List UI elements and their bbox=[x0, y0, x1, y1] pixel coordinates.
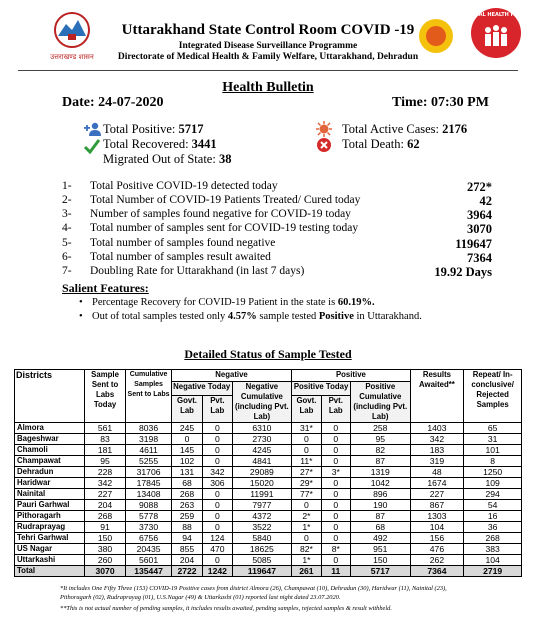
table-cell: 260 bbox=[84, 555, 125, 566]
table-cell: 95 bbox=[84, 456, 125, 467]
table-row bbox=[15, 445, 522, 456]
table-cell: 867 bbox=[410, 500, 464, 511]
table-cell: 0 bbox=[321, 456, 350, 467]
table-cell: 0 bbox=[292, 445, 321, 456]
table-cell: 1674 bbox=[410, 478, 464, 489]
table-cell: 0 bbox=[203, 511, 232, 522]
table-cell: 8* bbox=[321, 544, 350, 555]
table-cell: 492 bbox=[350, 533, 410, 544]
table-cell: 306 bbox=[203, 478, 232, 489]
table-cell: 4245 bbox=[232, 445, 292, 456]
table-cell: 204 bbox=[84, 500, 125, 511]
active-cases-stat: Total Active Cases: 2176 bbox=[342, 122, 468, 136]
table-cell: 3070 bbox=[84, 566, 125, 577]
table-cell: 227 bbox=[84, 489, 125, 500]
table-heading: Detailed Status of Sample Tested bbox=[184, 347, 352, 361]
table-cell: 268 bbox=[464, 533, 522, 544]
table-cell: 31706 bbox=[126, 467, 172, 478]
table-cell: 131 bbox=[171, 467, 202, 478]
col-header-pvt-lab: Pvt. Lab bbox=[203, 396, 232, 423]
table-cell: 13408 bbox=[126, 489, 172, 500]
table-cell: 18625 bbox=[232, 544, 292, 555]
table-cell: 2719 bbox=[464, 566, 522, 577]
col-header-positive: Positive bbox=[292, 370, 410, 382]
table-cell: 87 bbox=[350, 456, 410, 467]
table-cell: 4841 bbox=[232, 456, 292, 467]
table-cell: 2* bbox=[292, 511, 321, 522]
table-cell: 380 bbox=[84, 544, 125, 555]
header bbox=[0, 0, 536, 70]
table-cell: 36 bbox=[464, 522, 522, 533]
table-cell: 0 bbox=[203, 445, 232, 456]
table-cell: 1250 bbox=[464, 467, 522, 478]
table-cell: 77* bbox=[292, 489, 321, 500]
district-name-cell: Almora bbox=[15, 423, 85, 434]
table-cell: 476 bbox=[410, 544, 464, 555]
table-cell: 0 bbox=[292, 500, 321, 511]
salient-features-heading: Salient Features: bbox=[62, 281, 149, 295]
table-cell: 0 bbox=[321, 478, 350, 489]
table-cell: 1042 bbox=[350, 478, 410, 489]
table-total-row bbox=[15, 566, 522, 577]
table-cell: 259 bbox=[171, 511, 202, 522]
table-cell: 183 bbox=[410, 445, 464, 456]
table-cell: 11* bbox=[292, 456, 321, 467]
national-health-mission-logo bbox=[418, 6, 535, 60]
table-cell: 82 bbox=[350, 445, 410, 456]
col-header-results-awaited: Results Awaited** bbox=[410, 370, 464, 423]
district-name-cell: Dehradun bbox=[15, 467, 85, 478]
table-cell: 0 bbox=[203, 423, 232, 434]
uttarakhand-emblem-logo bbox=[42, 8, 102, 64]
table-cell: 228 bbox=[84, 467, 125, 478]
table-cell: 119647 bbox=[232, 566, 292, 577]
table-cell: 48 bbox=[410, 467, 464, 478]
table-cell: 204 bbox=[171, 555, 202, 566]
table-row bbox=[15, 489, 522, 500]
table-cell: 561 bbox=[84, 423, 125, 434]
table-cell: 65 bbox=[464, 423, 522, 434]
table-cell: 4372 bbox=[232, 511, 292, 522]
table-cell: 1319 bbox=[350, 467, 410, 478]
bulletin-time: Time: 07:30 PM bbox=[392, 95, 489, 110]
col-header-districts: Districts bbox=[15, 370, 85, 423]
table-cell: 855 bbox=[171, 544, 202, 555]
bulletin-date: Date: 24-07-2020 bbox=[62, 95, 164, 110]
salient-bullet-recovery: • Percentage Recovery for COVID-19 Patient in the state is 60.19%. bbox=[92, 297, 375, 308]
bulletin-heading: Health Bulletin bbox=[222, 80, 314, 95]
table-cell: 87 bbox=[350, 511, 410, 522]
table-cell: 3* bbox=[321, 467, 350, 478]
virus-icon bbox=[316, 121, 332, 137]
table-cell: 261 bbox=[292, 566, 321, 577]
district-name-cell: Tehri Garhwal bbox=[15, 533, 85, 544]
col-header-cumulative: Cumulative Samples Sent to Labs bbox=[126, 370, 172, 423]
table-cell: 1403 bbox=[410, 423, 464, 434]
table-cell: 20435 bbox=[126, 544, 172, 555]
table-cell: 150 bbox=[350, 555, 410, 566]
salient-bullet-positivity: • Out of total samples tested only 4.57% sample tested Positive in Uttarakhand. bbox=[92, 311, 422, 322]
table-cell: 0 bbox=[321, 445, 350, 456]
table-cell: 319 bbox=[410, 456, 464, 467]
table-cell: 145 bbox=[171, 445, 202, 456]
table-cell: 227 bbox=[410, 489, 464, 500]
table-cell: 0 bbox=[203, 500, 232, 511]
table-cell: 104 bbox=[410, 522, 464, 533]
table-cell: 3522 bbox=[232, 522, 292, 533]
table-cell: 150 bbox=[84, 533, 125, 544]
table-cell: 7364 bbox=[410, 566, 464, 577]
table-cell: 5601 bbox=[126, 555, 172, 566]
district-name-cell: Haridwar bbox=[15, 478, 85, 489]
table-cell: 31* bbox=[292, 423, 321, 434]
table-cell: 190 bbox=[350, 500, 410, 511]
table-cell: 4611 bbox=[126, 445, 172, 456]
table-cell: 0 bbox=[321, 555, 350, 566]
table-cell: 15020 bbox=[232, 478, 292, 489]
table-cell: 5717 bbox=[350, 566, 410, 577]
list-item: 5- Total number of samples found negative 119647 bbox=[62, 237, 492, 251]
table-cell: 342 bbox=[84, 478, 125, 489]
list-item: 4- Total number of samples sent for COVID-19 testing today 3070 bbox=[62, 222, 492, 236]
district-name-cell: Pithoragarh bbox=[15, 511, 85, 522]
sample-status-table bbox=[14, 369, 522, 577]
table-cell: 29089 bbox=[232, 467, 292, 478]
col-header-negative: Negative bbox=[171, 370, 291, 382]
table-cell: 470 bbox=[203, 544, 232, 555]
table-cell: 3730 bbox=[126, 522, 172, 533]
district-name-cell: Total bbox=[15, 566, 85, 577]
table-cell: 0 bbox=[203, 522, 232, 533]
table-cell: 0 bbox=[321, 489, 350, 500]
col-header-govt-lab: Govt. Lab bbox=[171, 396, 202, 423]
table-cell: 29* bbox=[292, 478, 321, 489]
table-cell: 124 bbox=[203, 533, 232, 544]
table-row bbox=[15, 500, 522, 511]
table-cell: 0 bbox=[203, 489, 232, 500]
footnote-3: **This is not actual number of pending samples, it includes results awaited, pending samples, rejected samples & result withheld. bbox=[60, 605, 392, 612]
table-cell: 54 bbox=[464, 500, 522, 511]
table-cell: 101 bbox=[464, 445, 522, 456]
table-cell: 383 bbox=[464, 544, 522, 555]
table-cell: 95 bbox=[350, 434, 410, 445]
table-cell: 91 bbox=[84, 522, 125, 533]
col-header-repeat: Repeat/ In-conclusive/ Rejected Samples bbox=[464, 370, 522, 423]
col-header-negative-cumulative: Negative Cumulative (including Pvt. Lab) bbox=[232, 382, 292, 423]
total-death-stat: Total Death: 62 bbox=[342, 137, 420, 151]
page-subtitle-directorate: Directorate of Medical Health & Family Welfare, Uttarakhand, Dehradun bbox=[117, 52, 419, 62]
table-body bbox=[15, 423, 522, 577]
table-row bbox=[15, 522, 522, 533]
table-cell: 17845 bbox=[126, 478, 172, 489]
table-row bbox=[15, 456, 522, 467]
table-cell: 88 bbox=[171, 522, 202, 533]
table-row bbox=[15, 544, 522, 555]
table-row bbox=[15, 511, 522, 522]
table-cell: 294 bbox=[464, 489, 522, 500]
table-cell: 102 bbox=[171, 456, 202, 467]
list-item: 6- Total number of samples result awaited 7364 bbox=[62, 251, 492, 265]
table-cell: 9088 bbox=[126, 500, 172, 511]
table-cell: 5778 bbox=[126, 511, 172, 522]
table-cell: 0 bbox=[321, 522, 350, 533]
table-row bbox=[15, 434, 522, 445]
migrated-stat: Migrated Out of State: 38 bbox=[103, 152, 232, 166]
table-cell: 342 bbox=[410, 434, 464, 445]
table-row bbox=[15, 533, 522, 544]
district-name-cell: US Nagar bbox=[15, 544, 85, 555]
table-cell: 6310 bbox=[232, 423, 292, 434]
table-cell: 0 bbox=[321, 533, 350, 544]
table-cell: 135447 bbox=[126, 566, 172, 577]
table-cell: 262 bbox=[410, 555, 464, 566]
table-cell: 83 bbox=[84, 434, 125, 445]
table-row bbox=[15, 555, 522, 566]
district-name-cell: Bageshwar bbox=[15, 434, 85, 445]
district-name-cell: Champawat bbox=[15, 456, 85, 467]
table-cell: 0 bbox=[321, 423, 350, 434]
table-cell: 0 bbox=[171, 434, 202, 445]
page-subtitle-programme: Integrated Disease Surveillance Programme bbox=[178, 41, 358, 51]
table-row bbox=[15, 423, 522, 434]
col-header-govt-lab: Govt. Lab bbox=[292, 396, 321, 423]
nhm-logo-text: NATIONAL HEALTH MISSION bbox=[457, 12, 535, 18]
table-cell: 342 bbox=[203, 467, 232, 478]
page-title: Uttarakhand State Control Room COVID -19 bbox=[121, 22, 415, 38]
table-cell: 0 bbox=[203, 456, 232, 467]
district-name-cell: Uttarkashi bbox=[15, 555, 85, 566]
list-item: 3- Number of samples found negative for COVID-19 today 3964 bbox=[62, 208, 492, 222]
table-cell: 0 bbox=[292, 533, 321, 544]
col-header-pvt-lab: Pvt. Lab bbox=[321, 396, 350, 423]
table-cell: 31 bbox=[464, 434, 522, 445]
table-cell: 11 bbox=[321, 566, 350, 577]
list-item: 7- Doubling Rate for Uttarakhand (in last 7 days) 19.92 Days bbox=[62, 265, 492, 279]
footnote-1: *It includes One Fifty Three (153) COVID-19 Positive cases from district Almora (26), Champawat (10), Dehradun (30), Haridwar (11), Nainital (23), bbox=[60, 585, 447, 592]
total-positive-stat: Total Positive: 5717 bbox=[103, 122, 204, 136]
add-person-icon bbox=[84, 122, 102, 136]
list-item: 2- Total Number of COVID-19 Patients Treated/ Cured today 42 bbox=[62, 194, 492, 208]
table-cell: 3198 bbox=[126, 434, 172, 445]
table-cell: 109 bbox=[464, 478, 522, 489]
table-cell: 0 bbox=[203, 434, 232, 445]
table-cell: 1* bbox=[292, 555, 321, 566]
district-name-cell: Nainital bbox=[15, 489, 85, 500]
table-cell: 5255 bbox=[126, 456, 172, 467]
table-cell: 0 bbox=[321, 434, 350, 445]
table-cell: 896 bbox=[350, 489, 410, 500]
table-cell: 268 bbox=[171, 489, 202, 500]
table-row bbox=[15, 467, 522, 478]
district-name-cell: Rudraprayag bbox=[15, 522, 85, 533]
table-row bbox=[15, 478, 522, 489]
cross-circle-icon bbox=[317, 138, 331, 152]
table-cell: 68 bbox=[350, 522, 410, 533]
col-header-negative-today: Negative Today bbox=[171, 382, 232, 396]
table-cell: 94 bbox=[171, 533, 202, 544]
table-cell: 68 bbox=[171, 478, 202, 489]
table-cell: 2722 bbox=[171, 566, 202, 577]
col-header-positive-cumulative: Positive Cumulative (including Pvt. Lab) bbox=[350, 382, 410, 423]
table-cell: 1* bbox=[292, 522, 321, 533]
table-cell: 263 bbox=[171, 500, 202, 511]
table-cell: 0 bbox=[321, 511, 350, 522]
table-cell: 27* bbox=[292, 467, 321, 478]
table-cell: 258 bbox=[350, 423, 410, 434]
table-cell: 1242 bbox=[203, 566, 232, 577]
footnote-2: Pithoragarh (02), Rudraprayag (01), U.S.Nagar (49) & Uttarkashi (01) reported last night dated 23.07.2020. bbox=[60, 594, 341, 601]
table-cell: 6756 bbox=[126, 533, 172, 544]
table-cell: 11991 bbox=[232, 489, 292, 500]
table-cell: 5840 bbox=[232, 533, 292, 544]
table-cell: 5085 bbox=[232, 555, 292, 566]
table-cell: 181 bbox=[84, 445, 125, 456]
district-name-cell: Chamoli bbox=[15, 445, 85, 456]
table-cell: 7977 bbox=[232, 500, 292, 511]
table-cell: 156 bbox=[410, 533, 464, 544]
col-header-positive-today: Positive Today bbox=[292, 382, 351, 396]
col-header-sample-sent: Sample Sent to Labs Today bbox=[84, 370, 125, 423]
list-item: 1- Total Positive COVID-19 detected today 272* bbox=[62, 180, 492, 194]
table-cell: 8036 bbox=[126, 423, 172, 434]
table-cell: 16 bbox=[464, 511, 522, 522]
table-cell: 104 bbox=[464, 555, 522, 566]
table-cell: 1303 bbox=[410, 511, 464, 522]
header-divider bbox=[18, 70, 518, 71]
table-cell: 245 bbox=[171, 423, 202, 434]
checkmark-icon bbox=[84, 138, 100, 154]
table-cell: 82* bbox=[292, 544, 321, 555]
district-name-cell: Pauri Garhwal bbox=[15, 500, 85, 511]
table-cell: 0 bbox=[292, 434, 321, 445]
table-cell: 268 bbox=[84, 511, 125, 522]
total-recovered-stat: Total Recovered: 3441 bbox=[103, 137, 217, 151]
emblem-caption: उत्तराखण्ड शासन bbox=[50, 53, 94, 61]
table-cell: 8 bbox=[464, 456, 522, 467]
table-cell: 951 bbox=[350, 544, 410, 555]
table-cell: 2730 bbox=[232, 434, 292, 445]
table-cell: 0 bbox=[321, 500, 350, 511]
table-cell: 0 bbox=[203, 555, 232, 566]
